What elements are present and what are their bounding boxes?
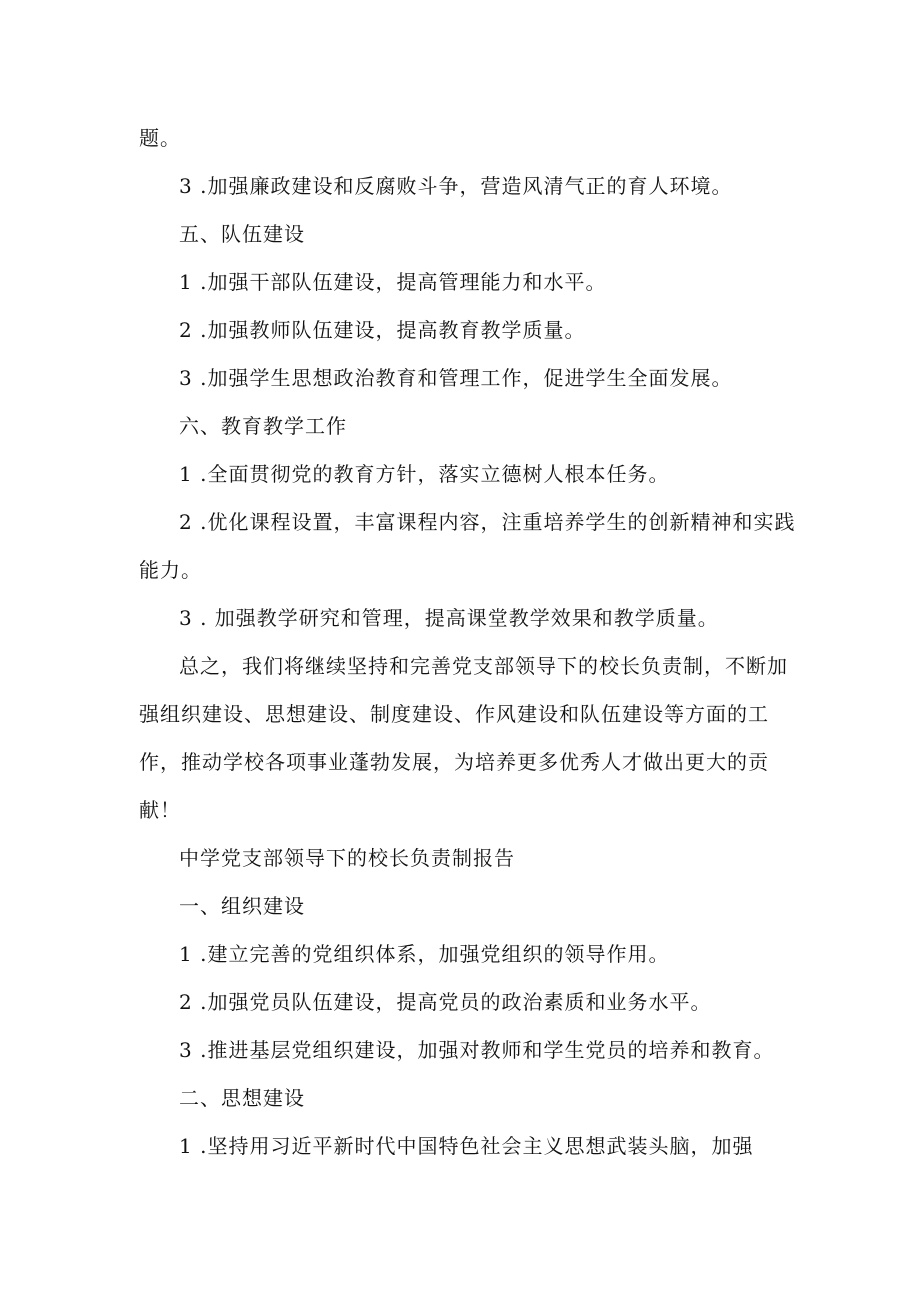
paragraph-continuation: 题。 (139, 126, 181, 150)
list-item: 3 .加强廉政建设和反腐败斗争，营造风清气正的育人环境。 (179, 174, 733, 198)
list-item: 3 .推进基层党组织建设，加强对教师和学生党员的培养和教育。 (179, 1038, 775, 1062)
list-item: 3 .加强学生思想政治教育和管理工作，促进学生全面发展。 (179, 366, 733, 390)
document-body (139, 114, 799, 1170)
list-item: 2 .加强党员队伍建设，提高党员的政治素质和业务水平。 (179, 990, 712, 1014)
list-item: 3 . 加强教学研究和管理，提高课堂教学效果和教学质量。 (179, 606, 719, 630)
section-heading: 六、教育教学工作 (179, 414, 347, 438)
list-item: 1 .坚持用习近平新时代中国特色社会主义思想武装头脑，加强 (179, 1134, 754, 1158)
section-heading: 五、队伍建设 (179, 222, 305, 246)
report-title: 中学党支部领导下的校长负责制报告 (179, 846, 515, 870)
list-item: 2 .加强教师队伍建设，提高教育教学质量。 (179, 318, 586, 342)
summary-paragraph: 总之，我们将继续坚持和完善党支部领导下的校长负责制，不断加强组织建设、思想建设、制度建设、作风建设和队伍建设等方面的工作，推动学校各项事业蓬勃发展，为培养更多优秀人才做出更大的贡献！ (139, 654, 788, 822)
list-item: 1 .全面贯彻党的教育方针，落实立德树人根本任务。 (179, 462, 670, 486)
list-item: 1 .加强干部队伍建设，提高管理能力和水平。 (179, 270, 607, 294)
list-item: 1 .建立完善的党组织体系，加强党组织的领导作用。 (179, 942, 670, 966)
list-item: 2 .优化课程设置，丰富课程内容，注重培养学生的创新精神和实践能力。 (139, 510, 796, 582)
section-heading: 二、思想建设 (179, 1086, 305, 1110)
section-heading: 一、组织建设 (179, 894, 305, 918)
